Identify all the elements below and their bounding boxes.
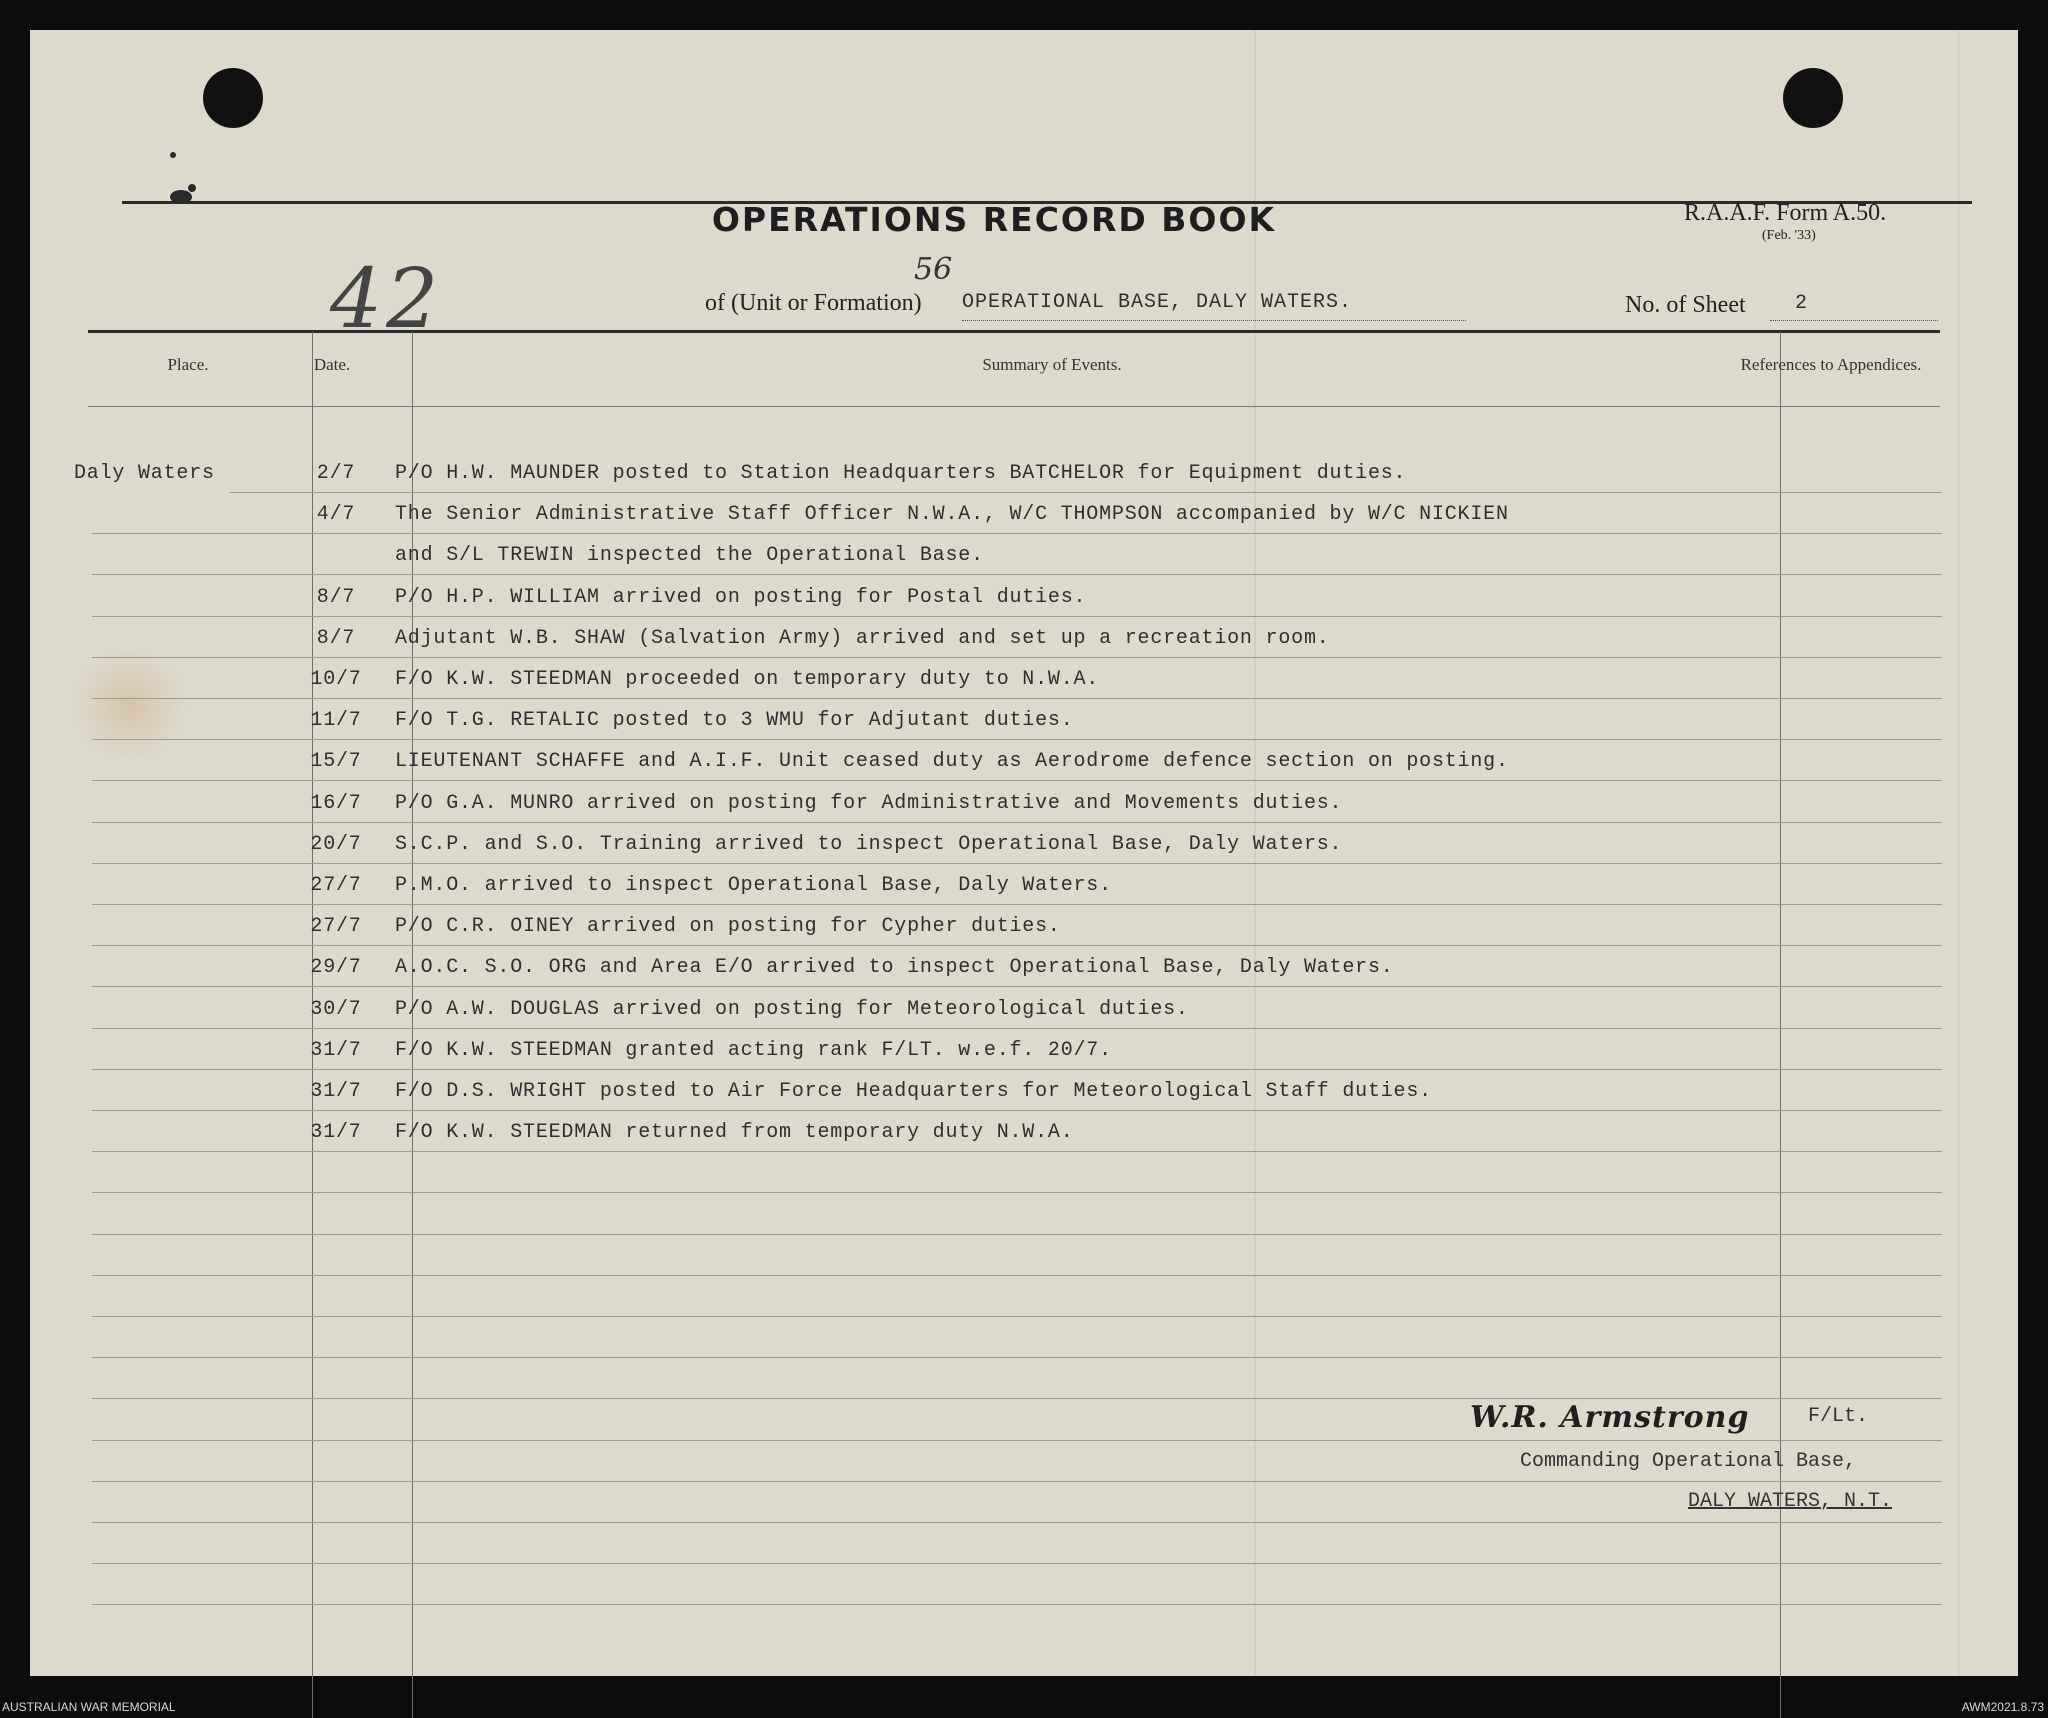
signatory-rank: F/Lt.: [1808, 1405, 1869, 1428]
entry-summary: F/O K.W. STEEDMAN returned from temporary duty N.W.A.: [395, 1121, 1074, 1144]
ruled-line: [92, 863, 1942, 864]
entry-date: 27/7: [310, 874, 362, 897]
entry-summary: and S/L TREWIN inspected the Operational Base.: [395, 544, 984, 567]
column-header-date: Date.: [313, 355, 351, 374]
entry-date: 30/7: [310, 998, 362, 1021]
entry-date: 31/7: [310, 1080, 362, 1103]
ruled-line: [92, 1481, 1942, 1482]
entry-summary: F/O T.G. RETALIC posted to 3 WMU for Adjutant duties.: [395, 709, 1074, 732]
sheet-underline: [1770, 320, 1938, 321]
ruled-line: [92, 1028, 1942, 1029]
entry-date: 31/7: [310, 1121, 362, 1144]
entry-summary: LIEUTENANT SCHAFFE and A.I.F. Unit ceased duty as Aerodrome defence section on posting.: [395, 750, 1509, 773]
entry-date: 11/7: [310, 709, 362, 732]
entry-summary: P/O A.W. DOUGLAS arrived on posting for Meteorological duties.: [395, 998, 1189, 1021]
ruled-line: [92, 904, 1942, 905]
unit-label: of (Unit or Formation): [705, 290, 922, 316]
entry-summary: Adjutant W.B. SHAW (Salvation Army) arrived and set up a recreation room.: [395, 627, 1330, 650]
entry-date: 8/7: [316, 627, 356, 650]
ruled-line: [92, 698, 1942, 699]
ruled-line: [92, 1604, 1942, 1605]
punch-hole: [1783, 68, 1843, 128]
ruled-line: [92, 1357, 1942, 1358]
form-edition-date: (Feb. '33): [1762, 228, 1816, 243]
ruled-line: [92, 1522, 1942, 1523]
ruled-line: [92, 986, 1942, 987]
ruled-line: [92, 1316, 1942, 1317]
punch-hole: [203, 68, 263, 128]
entry-summary: A.O.C. S.O. ORG and Area E/O arrived to inspect Operational Base, Daly Waters.: [395, 956, 1394, 979]
ruled-line: [92, 616, 1942, 617]
sheet-number: 2: [1795, 292, 1808, 315]
entry-date: 4/7: [316, 503, 356, 526]
paper-stain: [70, 650, 190, 760]
form-number: R.A.A.F. Form A.50.: [1684, 200, 1887, 226]
entry-summary: F/O K.W. STEEDMAN proceeded on temporary duty to N.W.A.: [395, 668, 1100, 691]
page-title: OPERATIONS RECORD BOOK: [711, 200, 1277, 239]
entry-date: 20/7: [310, 833, 362, 856]
ruled-line: [230, 492, 1942, 493]
ruled-line: [92, 1234, 1942, 1235]
entry-date: 15/7: [310, 750, 362, 773]
header-rule: [88, 330, 1940, 333]
entry-summary: F/O K.W. STEEDMAN granted acting rank F/LT. w.e.f. 20/7.: [395, 1039, 1112, 1062]
unit-name: OPERATIONAL BASE, DALY WATERS.: [962, 291, 1353, 314]
signature: W.R. Armstrong: [1470, 1400, 1750, 1435]
entry-date: 2/7: [316, 462, 356, 485]
archive-credit: AUSTRALIAN WAR MEMORIAL: [2, 1700, 176, 1714]
entry-summary: S.C.P. and S.O. Training arrived to inspect Operational Base, Daly Waters.: [395, 833, 1343, 856]
column-header-rule: [88, 406, 1940, 407]
paper-fold: [1958, 30, 1960, 1676]
ruled-line: [92, 1151, 1942, 1152]
signatory-title: Commanding Operational Base,: [1520, 1450, 1857, 1473]
ruled-line: [92, 657, 1942, 658]
column-divider-place: [312, 332, 313, 1718]
ruled-line: [92, 1275, 1942, 1276]
entry-summary: P/O H.W. MAUNDER posted to Station Headquarters BATCHELOR for Equipment duties.: [395, 462, 1407, 485]
column-divider-date: [412, 332, 413, 1718]
entry-summary: P/O G.A. MUNRO arrived on posting for Administrative and Movements duties.: [395, 792, 1343, 815]
paper-speck: [170, 152, 176, 158]
ruled-line: [92, 780, 1942, 781]
entry-date: 8/7: [316, 586, 356, 609]
ruled-line: [92, 1440, 1942, 1441]
ruled-line: [92, 822, 1942, 823]
signatory-location: DALY WATERS, N.T.: [1688, 1490, 1893, 1513]
entry-summary: F/O D.S. WRIGHT posted to Air Force Headquarters for Meteorological Staff duties.: [395, 1080, 1432, 1103]
sheet-number-label: No. of Sheet: [1625, 292, 1746, 318]
ruled-line: [92, 1398, 1942, 1399]
entry-date: 29/7: [310, 956, 362, 979]
ruled-line: [92, 945, 1942, 946]
column-header-summary: Summary of Events.: [982, 355, 1122, 374]
ruled-line: [92, 739, 1942, 740]
entry-date: 16/7: [310, 792, 362, 815]
ruled-line: [92, 1563, 1942, 1564]
ruled-line: [92, 1110, 1942, 1111]
handwritten-folio-number: 42: [330, 252, 443, 347]
entry-summary: P.M.O. arrived to inspect Operational Base, Daly Waters.: [395, 874, 1112, 897]
entry-summary: P/O H.P. WILLIAM arrived on posting for Postal duties.: [395, 586, 1087, 609]
entry-place: Daly Waters: [74, 462, 215, 485]
entry-date: 31/7: [310, 1039, 362, 1062]
column-header-place: Place.: [167, 355, 209, 374]
ruled-line: [92, 1069, 1942, 1070]
ruled-line: [92, 533, 1942, 534]
entry-date: 10/7: [310, 668, 362, 691]
paper-speck: [188, 184, 196, 192]
entry-summary: P/O C.R. OINEY arrived on posting for Cypher duties.: [395, 915, 1061, 938]
entry-date: 27/7: [310, 915, 362, 938]
handwritten-unit-number: 56: [914, 252, 953, 287]
entry-summary: The Senior Administrative Staff Officer N.W.A., W/C THOMPSON accompanied by W/C NICKIEN: [395, 503, 1509, 526]
ruled-line: [92, 574, 1942, 575]
archive-reference: AWM2021.8.73: [1961, 1700, 2044, 1714]
ruled-line: [92, 1192, 1942, 1193]
column-header-references: References to Appendices.: [1740, 355, 1922, 374]
unit-underline: [962, 320, 1466, 321]
